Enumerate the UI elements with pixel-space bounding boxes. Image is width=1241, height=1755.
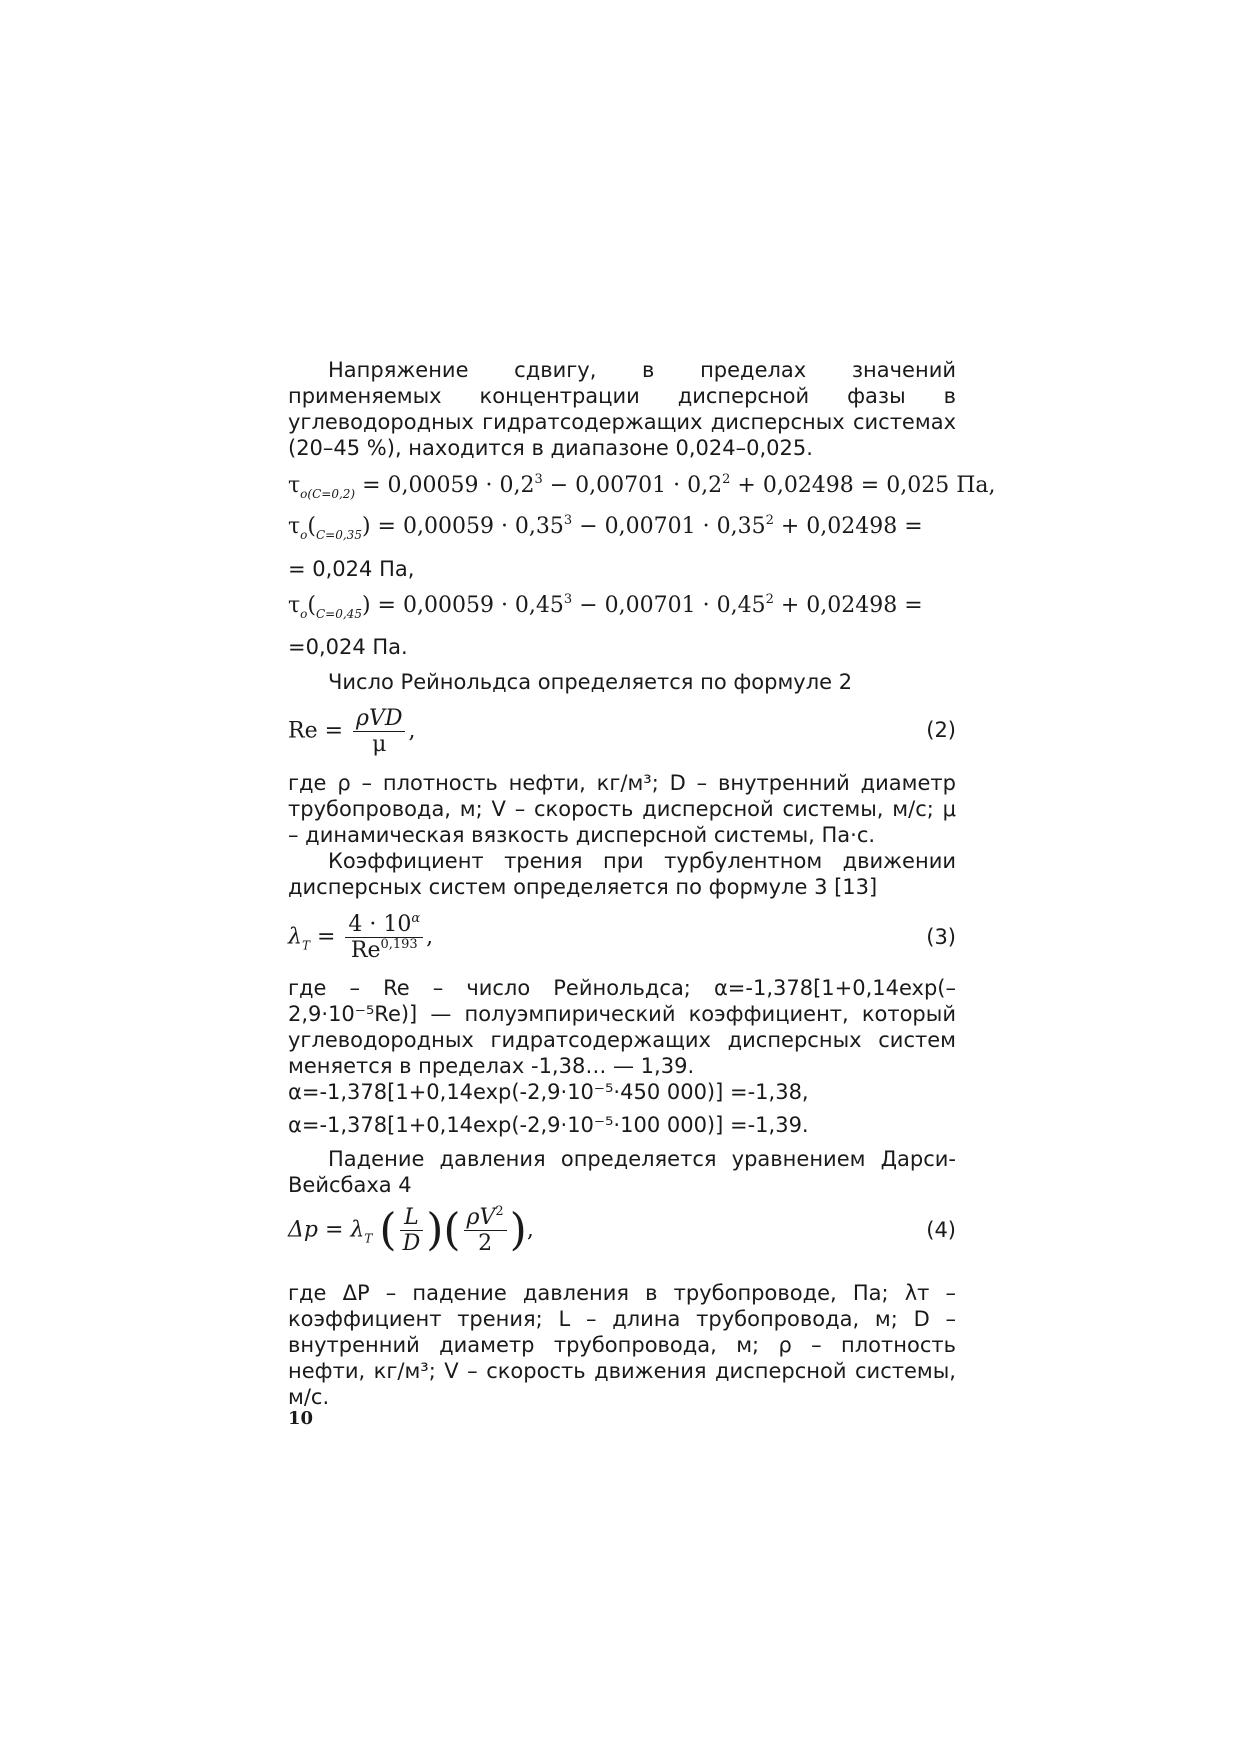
reynolds-intro-block [288, 669, 956, 695]
eq-part: − 0,00701 · 0,2 [542, 473, 723, 498]
eq4-fraction-1 [400, 1205, 424, 1256]
lambda-subscript: T [301, 938, 310, 953]
eq2-where-block [288, 770, 956, 900]
eq3-where-block [288, 975, 956, 1079]
eq4-numerator-1: L [400, 1205, 424, 1231]
tau-equation-2: $\tau_o(_{C=0,35}) = 0,00059 \cdot 0,35^3 - 0,00701 \cdot 0,35^2 + 0,02498$ = [288, 513, 923, 542]
eq2-tail: , [408, 718, 416, 744]
equation-3 [288, 912, 433, 963]
exponent: 2 [722, 472, 731, 487]
right-paren: ) [426, 1204, 444, 1256]
alpha-calc-2: α=-1,378[1+0,14exp(-2,9·10⁻⁵·100 000)] =-1,39. [288, 1113, 809, 1137]
equals-sign: = [324, 1217, 344, 1243]
equation-3-number: (3) [926, 925, 956, 949]
eq-part: + 0,02498 = [773, 593, 923, 618]
exponent: 3 [563, 592, 573, 607]
eq4-numerator-2-text: ρV [466, 1205, 496, 1230]
lambda-symbol: λ [288, 924, 302, 950]
eq4-fraction-2 [464, 1205, 507, 1256]
eq-part: + 0,02498 = 0,025 Па, [730, 473, 996, 498]
exponent: 3 [534, 472, 543, 487]
re-exponent: 0,193 [380, 937, 418, 952]
eq2-numerator: ρVD [353, 706, 405, 732]
eq3-tail: , [426, 924, 434, 950]
tau-equation-3-result: =0,024 Па. [288, 635, 408, 659]
eq-part: + 0,02498 = [773, 514, 923, 539]
delta-p: Δp [288, 1217, 318, 1243]
darcy-intro-block [288, 1146, 956, 1198]
tau-equation-3: $\tau_o(_{C=0,45}) = 0,00059 \cdot 0,45^3 - 0,00701 \cdot 0,45^2 + 0,02498$ = [288, 592, 923, 621]
tau-symbol: τ [288, 473, 301, 498]
eq4-where-block [288, 1280, 956, 1410]
eq3-numerator-text: 4 · 10 [348, 912, 412, 937]
eq3-where: где – Re – число Рейнольдса; α=-1,378[1+0,14exp(–2,9·10⁻⁵Re)] — полуэмпирический коэффициент, который углеводородных гидратсодержащих дисперсных систем меняется в пределах -1,38… — 1,39. [288, 976, 956, 1078]
tau-subscript: o [300, 528, 308, 542]
eq4-tail: , [526, 1217, 534, 1243]
friction-intro: Коэффициент трения при турбулентном движении дисперсных систем определяется по формуле 3 [13] [288, 849, 956, 899]
eq-part: = 0,00059 · 0,2 [362, 473, 535, 498]
eq-part: − 0,00701 · 0,45 [572, 593, 766, 618]
alpha-exponent: α [411, 911, 421, 926]
intro-block [288, 357, 956, 461]
intro-paragraph: Напряжение сдвигу, в пределах значений применяемых концентрации дисперсной фазы в углеводородных гидратсодержащих дисперсных системах (20–45 %), находится в диапазоне 0,024–0,025. [288, 358, 956, 460]
concentration-subscript: C=0,45 [316, 607, 362, 621]
equation-4 [288, 1205, 534, 1256]
page-number: 10 [288, 1408, 314, 1429]
eq-part: ) = 0,00059 · 0,45 [361, 593, 564, 618]
concentration-subscript: C=0,35 [316, 528, 362, 542]
eq3-numerator [345, 912, 423, 938]
eq2-where: где ρ – плотность нефти, кг/м³; D – внутренний диаметр трубопровода, м; V – скорость дисперсной системы, м/с; μ – динамическая вязкость дисперсной системы, Па·с. [288, 771, 956, 847]
lambda-symbol: λ [350, 1217, 365, 1243]
tau-symbol: τ [288, 593, 301, 618]
tau-subscript: o(C=0,2) [300, 487, 356, 501]
tau-symbol: τ [288, 514, 301, 539]
equation-4-number: (4) [926, 1218, 956, 1242]
eq4-numerator-2 [464, 1205, 507, 1231]
left-paren: ( [379, 1204, 397, 1256]
tau-equation-2-result: = 0,024 Па, [288, 557, 415, 581]
left-paren: ( [443, 1204, 461, 1256]
eq3-fraction [345, 912, 423, 963]
eq-part: ) = 0,00059 · 0,35 [361, 514, 564, 539]
exponent: 2 [765, 513, 774, 528]
eq4-denominator-2: 2 [478, 1231, 493, 1256]
velocity-exponent: 2 [495, 1204, 504, 1219]
reynolds-intro: Число Рейнольдса определяется по формуле 2 [328, 670, 853, 694]
eq2-fraction [353, 706, 405, 757]
eq3-denominator [345, 938, 423, 963]
alpha-calc-1: α=-1,378[1+0,14exp(-2,9·10⁻⁵·450 000)] =-1,38, [288, 1080, 809, 1104]
equation-2 [288, 706, 415, 757]
eq4-where: где ΔP – падение давления в трубопроводе, Па; λт – коэффициент трения; L – длина трубопровода, м; D – внутренний диаметр трубопровода, м; ρ – плотность нефти, кг/м³; V – скорость движения дисперсной системы, м/с. [288, 1281, 956, 1409]
right-paren: ) [509, 1204, 527, 1256]
tau-equation-1 [288, 472, 996, 501]
eq4-denominator-1: D [402, 1231, 421, 1256]
lambda-subscript: T [364, 1231, 373, 1246]
darcy-intro: Падение давления определяется уравнением Дарси-Вейсбаха 4 [288, 1147, 956, 1197]
eq-part: − 0,00701 · 0,35 [572, 514, 766, 539]
eq2-denominator: μ [372, 732, 387, 757]
eq2-lhs: Re = [288, 718, 344, 744]
exponent: 2 [765, 592, 774, 607]
equals-sign: = [316, 924, 336, 950]
eq3-denominator-text: Re [350, 938, 381, 963]
exponent: 3 [563, 513, 573, 528]
equation-2-number: (2) [926, 718, 956, 742]
tau-subscript: o [300, 607, 308, 621]
